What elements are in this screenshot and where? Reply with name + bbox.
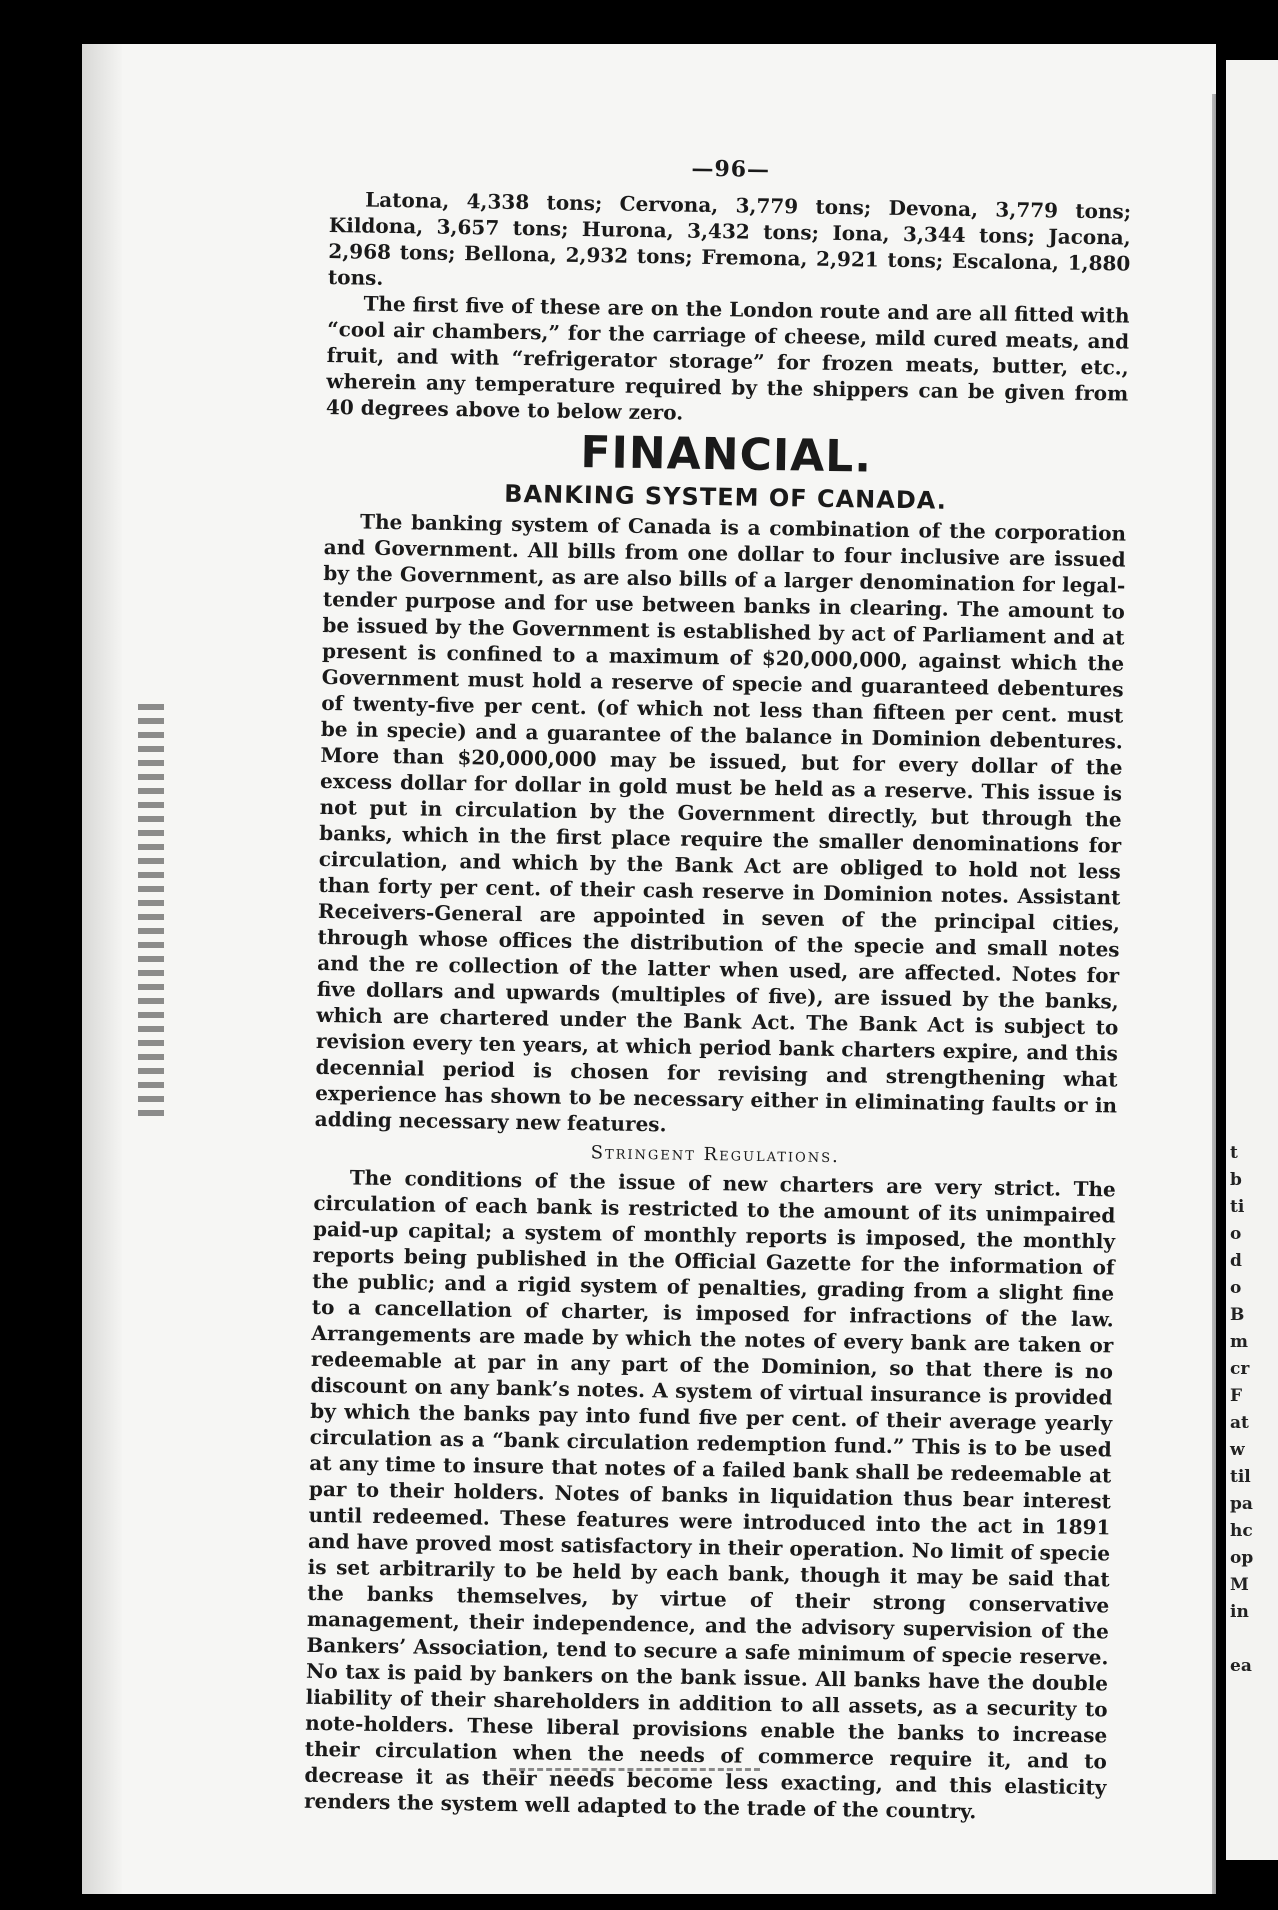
- adjacent-page-fragment: o: [1230, 1278, 1242, 1298]
- adjacent-page-edge: [1226, 60, 1278, 1860]
- adjacent-page-fragments: [1226, 1140, 1253, 1680]
- adjacent-page-fragment: ea: [1230, 1656, 1252, 1676]
- adjacent-page-fragment: til: [1230, 1467, 1251, 1487]
- page-text: [304, 150, 1132, 1826]
- adjacent-page-fragment: d: [1230, 1251, 1242, 1271]
- adjacent-page-fragment: ti: [1230, 1197, 1245, 1217]
- stringent-regulations-heading: Stringent Regulations.: [590, 1142, 840, 1168]
- adjacent-page-fragment: F: [1230, 1386, 1243, 1406]
- adjacent-page-fragment: hc: [1230, 1521, 1253, 1541]
- adjacent-page-fragment: op: [1230, 1548, 1254, 1568]
- adjacent-page-fragment: w: [1230, 1440, 1245, 1460]
- adjacent-page-fragment: b: [1230, 1170, 1242, 1190]
- spine-stamp-mark: [138, 704, 164, 1124]
- adjacent-page-fragment: cr: [1230, 1359, 1250, 1379]
- adjacent-page-fragment: at: [1230, 1413, 1249, 1433]
- page-number: —96—: [691, 155, 771, 183]
- ship-list-paragraph: Latona, 4,338 tons; Cervona, 3,779 tons; Devona, 3,779 tons; Kildona, 3,657 tons; Hurona, 3,432 tons; Iona, 3,344 tons; Jacona, 2,968 tons; Bellona, 2,932 tons; Fremona, 2,921 tons; Escalona, 1,880 tons.: [327, 187, 1132, 290]
- adjacent-page-fragment: pa: [1230, 1494, 1253, 1514]
- stringent-paragraph: The conditions of the issue of new charters are very strict. The circulation of each bank is restricted to the amount of its unimpaired paid-up capital; a system of monthly reports is imposed, the monthly reports being published in the Official Gazette for the information of the public; and a rigid system of penalties, grading from a slight fine to a cancellation of charter, is imposed for infractions of the law. Arrangements are made by which the notes of every bank are taken or redeemable at par in any part of the Dominion, so that there is no discount on any bank’s notes. A system of virtual insurance is provided by which the banks pay into fund five per cent. of their average yearly circulation as a “bank circulation redemption fund.” This is to be used at any time to insure that notes of a failed bank shall be redeemable at par to their holders. Notes of banks in liquidation thus bear interest until redeemed. These features were introduced into the act in 1891 and have proved most satisfactory in their operation. No limit of specie is set arbitrarily to be held by each bank, though it may be said that the banks themselves, by virtue of their strong conservative management, their independence, and the advisory supervision of the Bankers’ Association, tend to secure a safe minimum of specie reserve. No tax is paid by bankers on the bank issue. All banks have the double liability of their shareholders in addition to all assets, as a security to note-holders. These liberal provisions enable the banks to increase their circulation when the needs of commerce require it, and to decrease it as their needs become less exacting, and this elasticity renders the system well adapted to the trade of the country.: [303, 1165, 1116, 1824]
- financial-heading: FINANCIAL.: [580, 426, 873, 483]
- spine-shadow: [82, 44, 122, 1894]
- adjacent-page-fragment: B: [1230, 1305, 1245, 1325]
- adjacent-page-fragment: t: [1230, 1143, 1238, 1163]
- adjacent-page-fragment: M: [1230, 1575, 1249, 1595]
- ships-paragraph: The first five of these are on the London route and are all fitted with “cool air chambers,” for the carriage of cheese, mild cured meats, and fruit, and with “refrigerator storage” for frozen meats, butter, etc., wherein any temperature required by the shippers can be given from 40 degrees above to below zero.: [325, 291, 1130, 425]
- adjacent-page-fragment: [1230, 1626, 1253, 1653]
- adjacent-page-fragment: in: [1230, 1602, 1249, 1622]
- banking-system-heading: BANKING SYSTEM OF CANADA.: [504, 479, 948, 515]
- page-edge: [1212, 94, 1216, 1894]
- adjacent-page-fragment: o: [1230, 1224, 1242, 1244]
- adjacent-page-fragment: m: [1230, 1332, 1248, 1352]
- footer-rule: [510, 1768, 760, 1771]
- banking-paragraph: The banking system of Canada is a combination of the corporation and Government. All bills from one dollar to four inclusive are issued by the Government, as are also bills of a larger denomination for legal-tender purpose and for use between banks in clearing. The amount to be issued by the Government is established by act of Parliament and at present is confined to a maximum of $20,000,000, against which the Government must hold a reserve of specie and guaranteed debentures of twenty-five per cent. (of which not less than fifteen per cent. must be in specie) and a guarantee of the balance in Dominion debentures. More than $20,000,000 may be issued, but for every dollar of the excess dollar for dollar in gold must be held as a reserve. This issue is not put in circulation by the Government directly, but through the banks, which in the first place require the smaller denominations for circulation, and which by the Bank Act are obliged to hold not less than forty per cent. of their cash reserve in Dominion notes. Assistant Receivers-General are appointed in seven of the principal cities, through whose offices the distribution of the specie and small notes and the re collection of the latter when used, are affected. Notes for five dollars and upwards (multiples of five), are issued by the banks, which are chartered under the Bank Act. The Bank Act is subject to revision every ten years, at which period bank charters expire, and this decennial period is chosen for revising and strengthening what experience has shown to be necessary either in eliminating faults or in adding necessary new features.: [314, 509, 1127, 1137]
